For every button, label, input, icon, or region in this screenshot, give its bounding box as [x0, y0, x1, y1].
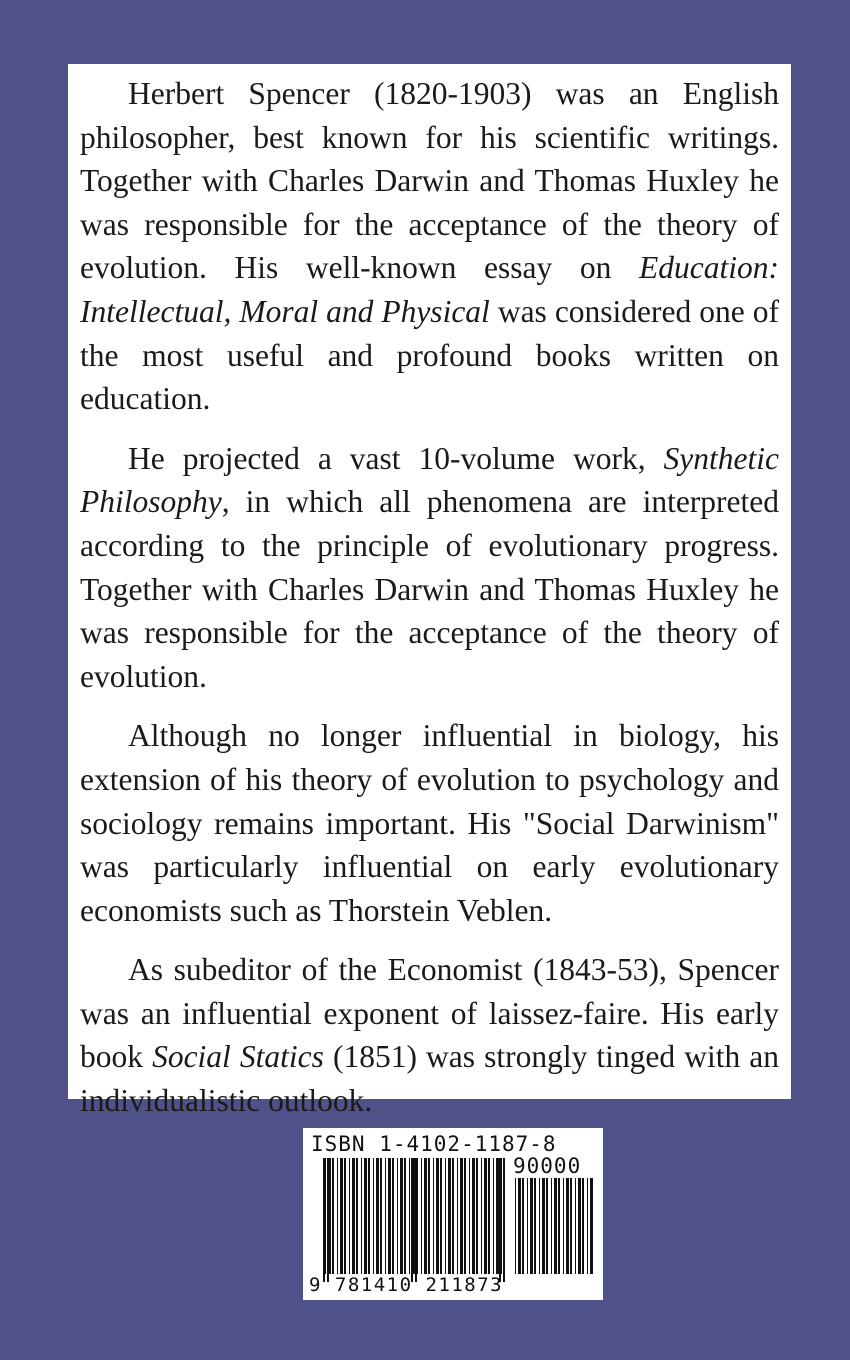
text-segment: (1851) was strongly tinged with an individualistic outlook.	[80, 1039, 780, 1119]
text-segment: Although no longer influential in biology, his extension of his theory of evolution to psychology and sociology remains important. His "Social Darwinism" was particularly influential on early evolutionary economists such as Thorstein Veblen.	[80, 718, 779, 928]
description-paragraph	[80, 437, 779, 699]
ean-digits: 9 781410 211873	[309, 1274, 504, 1296]
text-segment: Herbert Spencer (1820-1903) was an English philosopher, best known for his scientific writings. Together with Charles Darwin and Thomas Huxley he was responsible for the acceptance of the theory of evolution. His well-known essay on	[80, 76, 779, 286]
description-paragraph	[80, 948, 779, 1122]
text-segment: As subeditor of the Economist (1843-53), Spencer was an influential exponent of laissez-faire. His early book	[80, 952, 779, 1075]
isbn-label: ISBN 1-4102-1187-8	[311, 1132, 557, 1156]
description-paragraph	[80, 72, 779, 421]
description-panel	[68, 64, 791, 1119]
book-title: Education: Intellectual, Moral and Physical	[80, 250, 779, 329]
text-segment: was considered one of the most useful and profound books written on education.	[80, 293, 779, 417]
book-title: Synthetic Philosophy	[80, 440, 779, 520]
book-title: Social Statics	[152, 1039, 324, 1075]
price-code: 90000	[513, 1154, 582, 1178]
description-paragraph	[80, 714, 779, 932]
text-segment: He projected a vast 10-volume work,	[128, 440, 664, 476]
text-segment: , in which all phenomena are interpreted according to the principle of evolutionary progress. Together with Charles Darwin and Thomas Huxley he was responsible for the acceptance of the theory of evolution.	[80, 484, 779, 694]
barcode-box	[303, 1128, 603, 1300]
